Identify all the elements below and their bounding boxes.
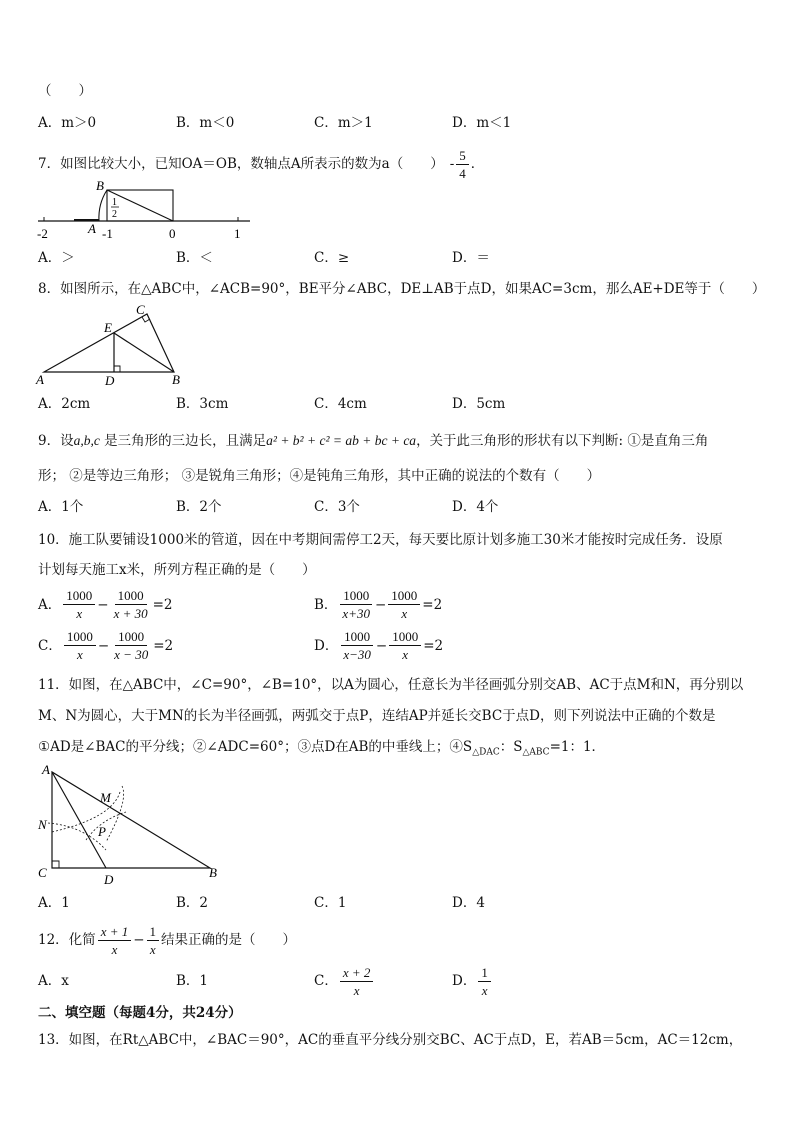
q11-option-c: C．1 — [314, 895, 347, 911]
q10-fraction — [339, 587, 373, 622]
q7-tick-label: 1 — [234, 226, 241, 241]
q11-triangle-figure — [34, 760, 234, 888]
fraction-numerator: 1000 — [340, 587, 372, 605]
fraction-denominator: x — [353, 982, 360, 998]
q10-line1: 10．施工队要铺设1000米的管道，因在中考期间需停工2天，每天要比原计划多施工30米才能按时完成任务．设原 — [38, 532, 723, 548]
q10-line2: 计划每天施工x米，所列方程正确的是（ ） — [38, 562, 316, 578]
q7-option-c: C．≥ — [314, 250, 350, 266]
fraction-numerator: 1000 — [115, 587, 147, 605]
q10-fraction — [111, 628, 151, 663]
q8-label-a: A — [36, 372, 44, 387]
q7-tick-label: 0 — [169, 226, 176, 241]
q7-half-den: 2 — [112, 209, 117, 220]
q12-option-fraction — [340, 964, 374, 999]
fraction-denominator: x — [402, 647, 409, 662]
q9-line2: 形； ②是等边三角形； ③是锐角三角形；④是钝角三角形，其中正确的说法的个数有（ ） — [38, 468, 601, 484]
q12-pre: 12．化简 — [38, 932, 96, 948]
q8-option-d: D．5cm — [452, 396, 506, 412]
q8-stem: 8．如图所示，在△ABC中，∠ACB=90°，BE平分∠ABC，DE⊥AB于点D，如果AC=3cm，那么AE+DE等于（ ） — [38, 281, 766, 297]
fraction-denominator: x − 30 — [114, 647, 149, 662]
q12-option-fraction — [478, 964, 491, 999]
q11-label-m: M — [100, 790, 111, 805]
q6-option-c: C．m＞1 — [314, 115, 373, 131]
q10-fraction — [340, 628, 374, 663]
q8-label-b: B — [172, 372, 180, 387]
q12-option-c — [314, 961, 375, 1001]
fraction-denominator: x+30 — [342, 606, 370, 621]
q7-minus: - — [449, 156, 455, 172]
q9-equation: a² + b² + c² = ab + bc + ca — [266, 433, 417, 448]
q11-label-b: B — [209, 865, 217, 880]
q11-line3 — [38, 738, 605, 762]
q7-fraction — [456, 147, 469, 182]
fraction-denominator: x — [401, 606, 408, 621]
q10-rhs: =2 — [153, 637, 174, 654]
fraction-denominator: x — [481, 982, 488, 998]
q7-tick-label: -1 — [102, 226, 113, 241]
fraction-numerator: x + 1 — [98, 923, 132, 941]
q8-option-c: C．4cm — [314, 396, 367, 412]
fraction-numerator: 1000 — [388, 587, 420, 605]
q10-option-d: D． $\frac{1000}{x-30}$ − $\frac{1000}{x}$ =2 — [314, 629, 444, 662]
q10-option-b: B． $\frac{1000}{x+30}$ − $\frac{1000}{x}$ =2 — [314, 588, 443, 621]
fraction-numerator: x + 2 — [340, 964, 374, 982]
q7-option-a: A．＞ — [38, 250, 75, 266]
q10-option-label: B． — [314, 596, 338, 613]
q8-option-a: A．2cm — [38, 396, 91, 412]
fraction-denominator: x — [76, 606, 83, 621]
q8-triangle-figure — [34, 302, 194, 388]
q11-label-d: D — [104, 872, 114, 887]
q6-option-b: B．m＜0 — [176, 115, 235, 131]
fraction-denominator: x — [111, 941, 118, 957]
q11-line3-c: =1：1． — [549, 739, 606, 755]
q11-label-c: C — [38, 865, 47, 880]
q7-tick-label: -2 — [37, 226, 48, 241]
q11-line3-a: ①AD是∠BAC的平分线；②∠ADC=60°；③点D在AB的中垂线上；④S — [38, 739, 473, 755]
q10-option-label: A． — [38, 596, 62, 613]
q7-option-b: B．＜ — [176, 250, 213, 266]
q12-fraction — [147, 923, 160, 958]
fraction-numerator: 1000 — [63, 587, 95, 605]
fraction-numerator: 1 — [147, 923, 160, 941]
q10-fraction — [111, 587, 151, 622]
q12-fraction — [98, 923, 132, 958]
q8-label-e: E — [104, 320, 112, 335]
q9-pre: 9．设 — [38, 433, 74, 449]
q11-option-d: D．4 — [452, 895, 485, 911]
q7-end: ． — [470, 156, 485, 172]
q12-option-a: A．x — [38, 973, 69, 989]
q10-rhs: =2 — [152, 596, 173, 613]
q7-frac-num: 5 — [456, 147, 469, 165]
q11-label-p: P — [98, 824, 106, 839]
q7-frac-den: 4 — [459, 165, 466, 181]
q7-label-b: B — [96, 178, 104, 193]
q10-fraction — [388, 587, 420, 622]
q9-option-b: B．2个 — [176, 499, 222, 515]
q6-tail: （ ） — [38, 83, 92, 99]
q11-line1: 11．如图，在△ABC中，∠C=90°，∠B=10°，以A为圆心，任意长为半径画弧分别交AB、AC于点M和N，再分别以 — [38, 677, 744, 693]
fraction-denominator: x−30 — [343, 647, 371, 662]
fraction-numerator: 1 — [478, 964, 491, 982]
q9-vars: a,b,c — [73, 433, 100, 448]
q8-label-c: C — [136, 302, 145, 317]
q13-stem: 13．如图，在Rt△ABC中，∠BAC＝90°，AC的垂直平分线分别交BC、AC于点D，E，若AB＝5cm，AC＝12cm， — [38, 1032, 743, 1048]
q10-option-label: C． — [38, 637, 62, 654]
q11-line2: M、N为圆心，大于MN的长为半径画弧，两弧交于点P，连结AP并延长交BC于点D，则下列说法中正确的个数是 — [38, 708, 716, 724]
fraction-denominator: x — [76, 647, 83, 662]
q7-option-d: D．＝ — [452, 250, 490, 266]
q11-option-b: B．2 — [176, 895, 209, 911]
q9-option-c: C．3个 — [314, 499, 360, 515]
q12-option-label: D． — [452, 973, 477, 989]
q11-sub2: △ABC — [522, 747, 550, 758]
q11-option-a: A．1 — [38, 895, 70, 911]
q10-fraction — [64, 628, 96, 663]
q7-stem: 7．如图比较大小，已知OA＝OB，数轴点A所表示的数为a（ ） — [38, 156, 444, 172]
q8-option-b: B．3cm — [176, 396, 229, 412]
q12-option-d — [452, 961, 493, 1001]
q10-option-a: A． $\frac{1000}{x}$ − $\frac{1000}{x + 30}$ =2 — [38, 588, 173, 621]
q9-post: ，关于此三角形的形状有以下判断: ①是直角三角 — [416, 433, 709, 449]
q10-fraction — [389, 628, 421, 663]
fraction-numerator: 1000 — [341, 628, 373, 646]
q9-option-a: A．1个 — [38, 499, 84, 515]
q6-option-d: D．m＜1 — [452, 115, 512, 131]
q10-fraction — [63, 587, 95, 622]
q10-rhs: =2 — [422, 596, 443, 613]
q12-option-b: B．1 — [176, 973, 209, 989]
q9-mid: 是三角形的三边长，且满足 — [104, 433, 267, 449]
q9-option-d: D．4个 — [452, 499, 499, 515]
q12-post: 结果正确的是（ ） — [161, 932, 297, 948]
q10-rhs: =2 — [423, 637, 444, 654]
fraction-numerator: 1000 — [115, 628, 147, 646]
q12-stem: 12．化简 $\frac{x + 1}{x}$ − $\frac{1}{x}$ 结果正确的是（ ） — [38, 923, 297, 957]
q10-option-c: C． $\frac{1000}{x}$ − $\frac{1000}{x - 30}$ =2 — [38, 629, 174, 662]
fraction-denominator: x — [149, 941, 156, 957]
q11-line3-b: ：S — [499, 739, 523, 755]
q6-option-a: A．m＞0 — [38, 115, 97, 131]
fraction-denominator: x + 30 — [113, 606, 148, 621]
q10-option-label: D． — [314, 637, 339, 654]
fraction-numerator: 1000 — [64, 628, 96, 646]
q9-line1 — [38, 432, 708, 450]
q11-label-n: N — [38, 817, 47, 832]
q8-label-d: D — [105, 373, 115, 388]
q7-label-a: A — [88, 221, 96, 236]
fraction-numerator: 1000 — [389, 628, 421, 646]
q11-sub1: △DAC — [472, 747, 500, 758]
q12-option-label: C． — [314, 973, 338, 989]
section-title: 二、填空题（每题4分，共24分） — [38, 1005, 242, 1021]
q7-number-line-figure — [34, 178, 264, 242]
q7-half-num: 1 — [112, 197, 117, 208]
q11-label-a: A — [42, 762, 50, 777]
